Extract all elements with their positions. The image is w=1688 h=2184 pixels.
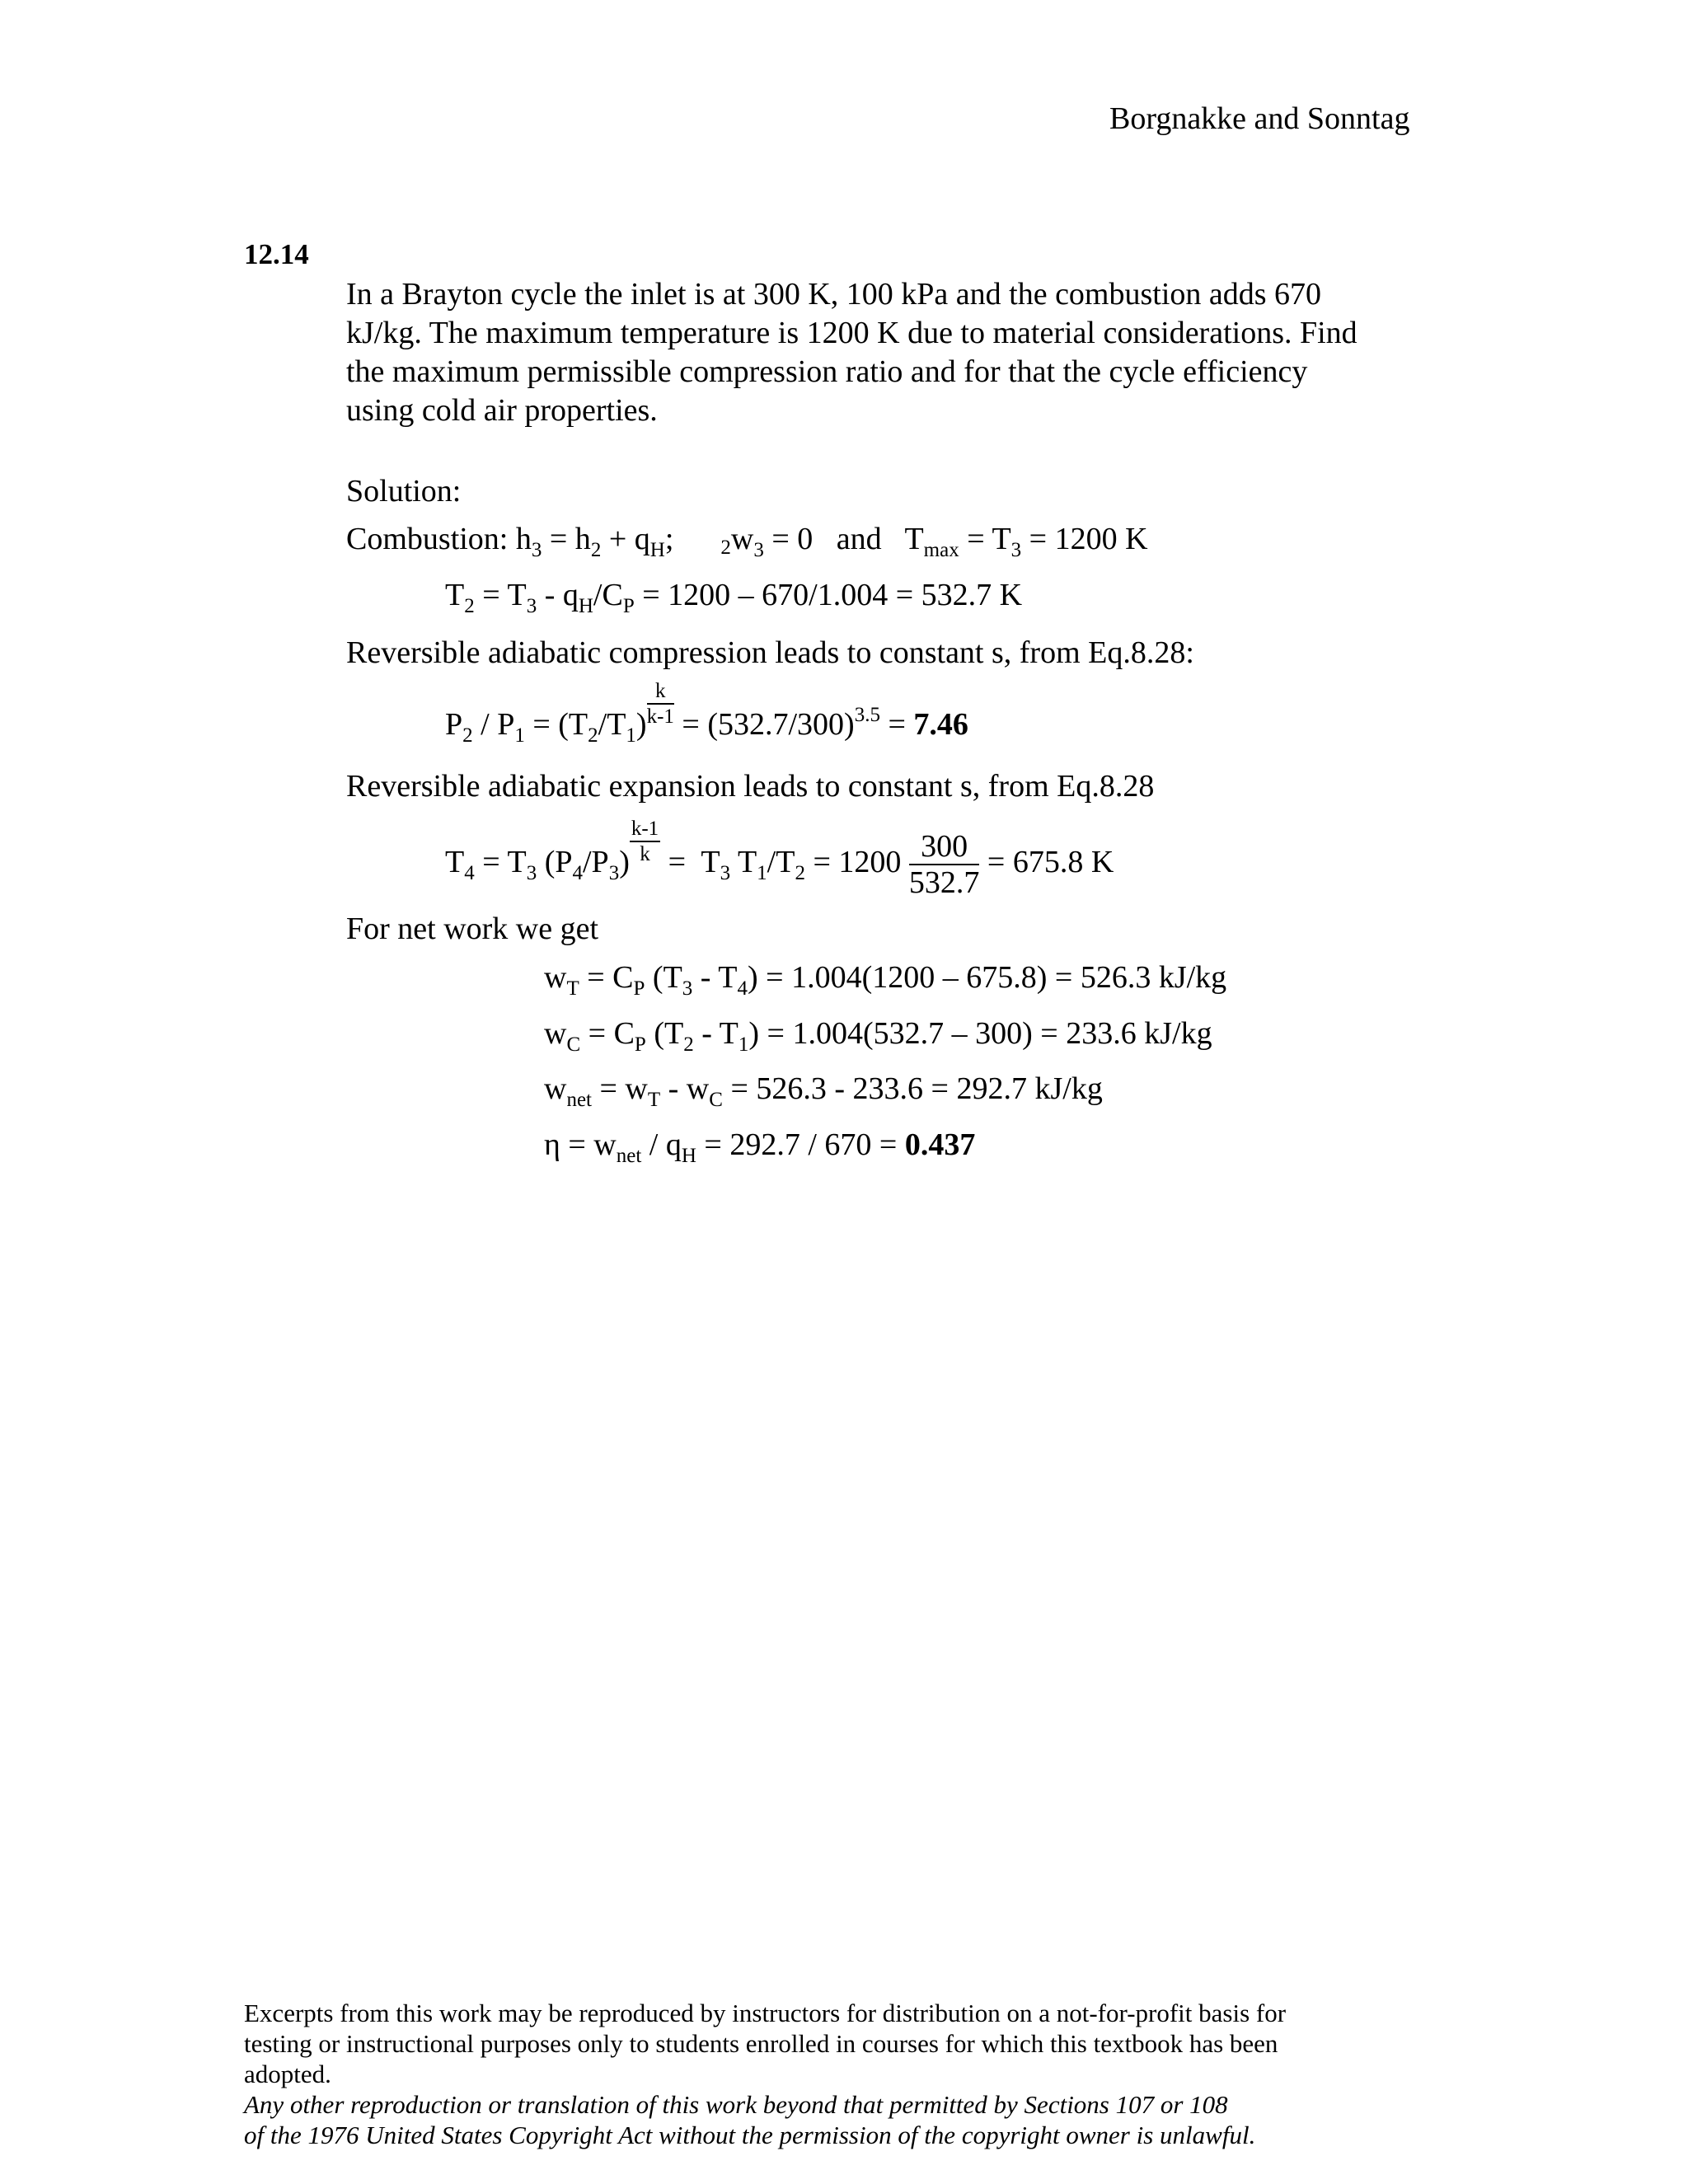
problem-number: 12.14 [244,238,309,270]
problem-statement [346,275,1467,430]
footer-line: Excerpts from this work may be reproduced by instructors for distribution on a not-for-profit basis for [244,1999,1287,2027]
compression-text: Reversible adiabatic compression leads to constant s, from Eq.8.28: [346,635,1194,670]
compressor-work-equation: $w_C = C_P$ $(T_2 - T_1) = 1.004(532.7 - 300) = 233.6$ kJ/kg [544,1016,1212,1056]
T4-equation: $T_4 = T_3$ $(P_4/P_3)$ $\frac{k-1}{k}$ = $T_3$ $T_1/T_2 = 1200$ $\frac{300}{532.7}$ = 675.8 K [445,818,1114,901]
efficiency-result: 0.437 [904,1127,976,1162]
problem-line: the maximum permissible compression ratio and for that the cycle efficiency [346,354,1308,389]
footer-text: adopted. [244,2060,331,2088]
exponent-fraction: $\frac{k}{k-1}$ [646,680,674,728]
pressure-ratio-result: 7.46 [913,707,968,742]
wC-result: 233.6 kJ/kg [1066,1016,1212,1051]
combustion-equation: Combustion: $h_3 = h_2 + q_H$; $_2w_3 = 0$ and $T_{max} = T_3 = 1200$ K [346,522,1148,561]
expansion-text: Reversible adiabatic expansion leads to constant s, from Eq.8.28 [346,769,1155,804]
solution-heading: Solution: [346,474,462,509]
wnet-result: 292.7 kJ/kg [956,1071,1103,1106]
efficiency-equation: $\eta = w_{net} / q_H = 292.7 / 670 = 0.437$ [544,1127,976,1167]
footer-line: testing or instructional purposes only to students enrolled in courses for which this textbook has been [244,2029,1278,2058]
turbine-work-equation: $w_T = C_P$ $(T_3 - T_4) = 1.004(1200 - 675.8) = 526.3$ kJ/kg [544,960,1227,1000]
footer-italic-text: of the 1976 United States Copyright Act without the permission of the copyright owner is unlawful. [244,2121,1256,2149]
pressure-ratio-equation: $P_2 / P_1 = (T_2/T_1)$ $\frac{k}{k-1}$ = $(532.7/300)^{3.5} = 7.46$ [445,680,968,747]
problem-line: In a Brayton cycle the inlet is at 300 K, 100 kPa and the combustion adds 670 [346,277,1322,312]
footer-line [244,2120,1464,2150]
problem-line: using cold air properties. [346,393,658,428]
page-header-authors: Borgnakke and Sonntag [1109,101,1410,136]
combustion-label: Combustion: [346,522,509,556]
T4-result: 675.8 K [1012,845,1114,879]
T2-equation: $T_2 = T_3 - q_H/C_P = 1200 - 670/1.004 = 532.7$ K [445,578,1023,617]
temperature-fraction: $\frac{300}{532.7}$ [908,829,980,901]
wT-result: 526.3 kJ/kg [1080,960,1227,995]
problem-line: kJ/kg. The maximum temperature is 1200 K due to material considerations. Find [346,316,1357,350]
footer-italic-text: Any other reproduction or translation of this work beyond that permitted by Sections 107 or 108 [244,2090,1228,2119]
exponent-fraction: $\frac{k-1}{k}$ [631,818,659,865]
T2-result: 532.7 K [921,578,1023,612]
copyright-footer [244,1998,1464,2150]
footer-line [244,2059,1464,2120]
net-work-equation: $w_{net} = w_T - w_C = 526.3 - 233.6 = 292.7$ kJ/kg [544,1071,1103,1111]
net-work-text: For net work we get [346,912,599,946]
